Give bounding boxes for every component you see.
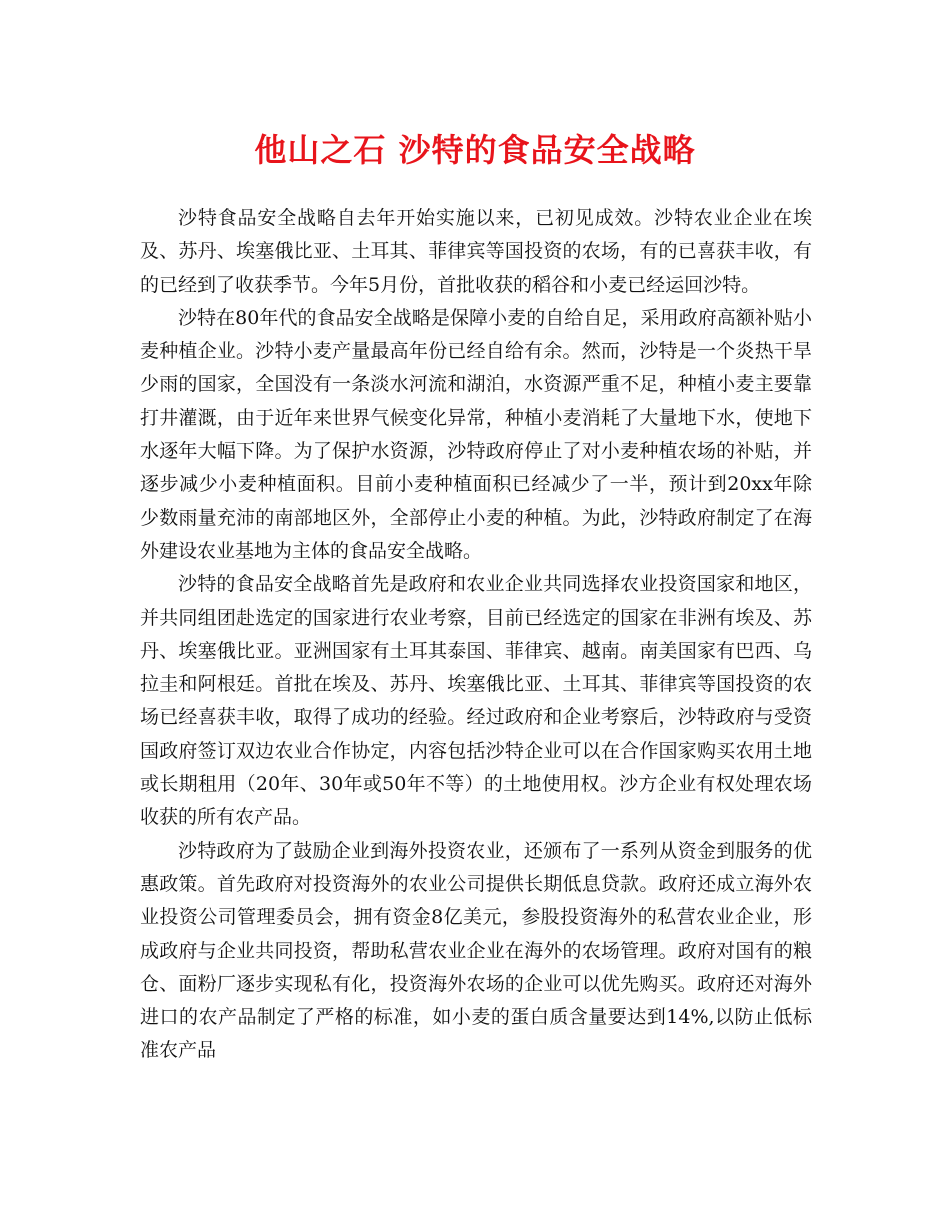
paragraph-1: 沙特食品安全战略自去年开始实施以来，已初见成效。沙特农业企业在埃及、苏丹、埃塞俄比亚、土耳其、菲律宾等国投资的农场，有的已喜获丰收，有的已经到了收获季节。今年5月份，首批收获的稻谷和小麦已经运回沙特。 (140, 207, 812, 296)
paragraph-4: 沙特政府为了鼓励企业到海外投资农业，还颁布了一系列从资金到服务的优惠政策。首先政府对投资海外的农业公司提供长期低息贷款。政府还成立海外农业投资公司管理委员会，拥有资金8亿美元，参股投资海外的私营农业企业，形成政府与企业共同投资，帮助私营农业企业在海外的农场管理。政府对国有的粮仓、面粉厂逐步实现私有化，投资海外农场的企业可以优先购买。政府还对海外进口的农产品制定了严格的标准，如小麦的蛋白质含量要达到14%,以防止低标准农产品 (140, 839, 812, 1062)
document-title: 他山之石 沙特的食品安全战略 (254, 131, 696, 169)
paragraph-2: 沙特在80年代的食品安全战略是保障小麦的自给自足，采用政府高额补贴小麦种植企业。沙特小麦产量最高年份已经自给有余。然而，沙特是一个炎热干旱少雨的国家，全国没有一条淡水河流和湖泊，水资源严重不足，种植小麦主要靠打井灌溉，由于近年来世界气候变化异常，种植小麦消耗了大量地下水，使地下水逐年大幅下降。为了保护水资源，沙特政府停止了对小麦种植农场的补贴，并逐步减少小麦种植面积。目前小麦种植面积已经减少了一半，预计到20xx年除少数雨量充沛的南部地区外，全部停止小麦的种植。为此，沙特政府制定了在海外建设农业基地为主体的食品安全战略。 (140, 306, 812, 562)
paragraph-3: 沙特的食品安全战略首先是政府和农业企业共同选择农业投资国家和地区，并共同组团赴选定的国家进行农业考察，目前已经选定的国家在非洲有埃及、苏丹、埃塞俄比亚。亚洲国家有土耳其泰国、菲律宾、越南。南美国家有巴西、乌拉圭和阿根廷。首批在埃及、苏丹、埃塞俄比亚、土耳其、菲律宾等国投资的农场已经喜获丰收，取得了成功的经验。经过政府和企业考察后，沙特政府与受资国政府签订双边农业合作协定，内容包括沙特企业可以在合作国家购买农用土地或长期租用（20年、30年或50年不等）的土地使用权。沙方企业有权处理农场收获的所有农产品。 (140, 573, 812, 829)
document-body (140, 202, 812, 1068)
